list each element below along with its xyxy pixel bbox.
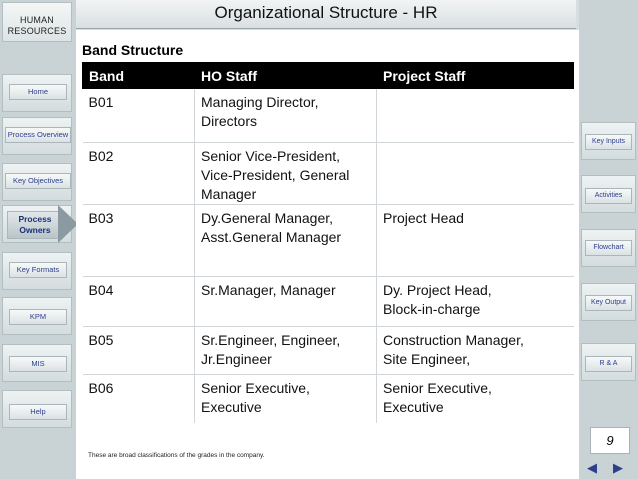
project-staff-line: Dy. Project Head, <box>383 282 492 298</box>
ho-staff-line: Senior Vice-President, <box>201 148 341 164</box>
flowchart-button[interactable]: Flowchart <box>585 240 632 256</box>
table-header-row <box>83 63 574 89</box>
nav-cell-help <box>2 390 72 428</box>
ho-staff-line: Managing Director, <box>201 94 319 110</box>
process-owners-label-line1: Process <box>18 214 52 224</box>
project-staff-line: Senior Executive, <box>383 380 492 396</box>
section-label-line2: RESOURCES <box>7 26 67 36</box>
page-title: Organizational Structure - HR <box>214 3 438 22</box>
project-staff-cell <box>377 327 574 375</box>
arrow-right-icon[interactable]: ▶ <box>613 460 623 475</box>
nav-cell-key-inputs <box>581 122 636 160</box>
key-objectives-button[interactable]: Key Objectives <box>5 173 71 189</box>
nav-cell-process-overview <box>2 117 72 155</box>
ho-staff-cell <box>195 327 377 375</box>
ho-staff-line: Sr.Manager, Manager <box>201 282 336 298</box>
key-output-button[interactable]: Key Output <box>585 295 632 311</box>
project-staff-cell <box>377 277 574 327</box>
mis-button[interactable]: MIS <box>9 356 67 372</box>
band-cell: B03 <box>83 205 195 277</box>
ho-staff-line: Asst.General Manager <box>201 229 342 245</box>
right-sidebar <box>579 0 638 479</box>
ho-staff-line: Dy.General Manager, <box>201 210 334 226</box>
process-owners-button[interactable] <box>7 211 63 239</box>
ho-staff-cell <box>195 375 377 423</box>
footnote: These are broad classifications of the grades in the company. <box>88 452 265 459</box>
band-table <box>82 62 574 423</box>
nav-cell-kpm <box>2 297 72 335</box>
project-staff-line: Project Head <box>383 210 464 226</box>
section-title: Band Structure <box>82 42 184 58</box>
r-and-a-button[interactable]: R & A <box>585 356 632 372</box>
ho-staff-line: Vice-President, General <box>201 167 350 183</box>
ho-staff-cell <box>195 143 377 205</box>
project-staff-line: Executive <box>383 399 444 415</box>
nav-cell-flowchart <box>581 229 636 267</box>
process-owners-label-line2: Owners <box>19 225 51 235</box>
key-inputs-button[interactable]: Key Inputs <box>585 134 632 150</box>
table-row <box>83 327 574 375</box>
nav-cell-mis <box>2 344 72 382</box>
arrow-left-icon[interactable]: ◀ <box>587 460 597 475</box>
project-staff-cell <box>377 143 574 205</box>
band-cell: B01 <box>83 89 195 143</box>
ho-staff-cell <box>195 277 377 327</box>
activities-button[interactable]: Activities <box>585 188 632 204</box>
table-row <box>83 89 574 143</box>
ho-staff-cell <box>195 205 377 277</box>
ho-staff-line: Sr.Engineer, Engineer, <box>201 332 341 348</box>
table-row <box>83 205 574 277</box>
kpm-button[interactable]: KPM <box>9 309 67 325</box>
process-overview-button[interactable]: Process Overview <box>5 127 71 143</box>
ho-staff-line: Manager <box>201 186 257 202</box>
nav-cell-activities <box>581 175 636 213</box>
header-ho-staff: HO Staff <box>195 63 377 89</box>
section-label <box>2 2 72 42</box>
project-staff-line: Construction Manager, <box>383 332 524 348</box>
band-cell: B02 <box>83 143 195 205</box>
band-cell: B04 <box>83 277 195 327</box>
ho-staff-line: Senior Executive, <box>201 380 310 396</box>
band-cell: B05 <box>83 327 195 375</box>
project-staff-cell <box>377 205 574 277</box>
nav-cell-r-and-a <box>581 343 636 381</box>
left-sidebar <box>0 0 76 479</box>
page-number: 9 <box>590 427 630 454</box>
help-button[interactable]: Help <box>9 404 67 420</box>
header-band: Band <box>83 63 195 89</box>
table-row <box>83 277 574 327</box>
nav-cell-key-formats <box>2 252 72 290</box>
ho-staff-line: Jr.Engineer <box>201 351 272 367</box>
nav-cell-home <box>2 74 72 112</box>
ho-staff-line: Directors <box>201 113 258 129</box>
project-staff-line: Site Engineer, <box>383 351 471 367</box>
header-project-staff: Project Staff <box>377 63 574 89</box>
home-button[interactable]: Home <box>9 84 67 100</box>
ho-staff-cell <box>195 89 377 143</box>
ho-staff-line: Executive <box>201 399 262 415</box>
project-staff-line: Block-in-charge <box>383 301 481 317</box>
band-cell: B06 <box>83 375 195 423</box>
active-arrow-icon <box>58 205 78 243</box>
table-row <box>83 375 574 423</box>
table-row <box>83 143 574 205</box>
project-staff-cell <box>377 89 574 143</box>
nav-cell-key-objectives <box>2 163 72 201</box>
key-formats-button[interactable]: Key Formats <box>9 262 67 278</box>
nav-cell-key-output <box>581 283 636 321</box>
section-label-line1: HUMAN <box>20 15 54 25</box>
project-staff-cell <box>377 375 574 423</box>
